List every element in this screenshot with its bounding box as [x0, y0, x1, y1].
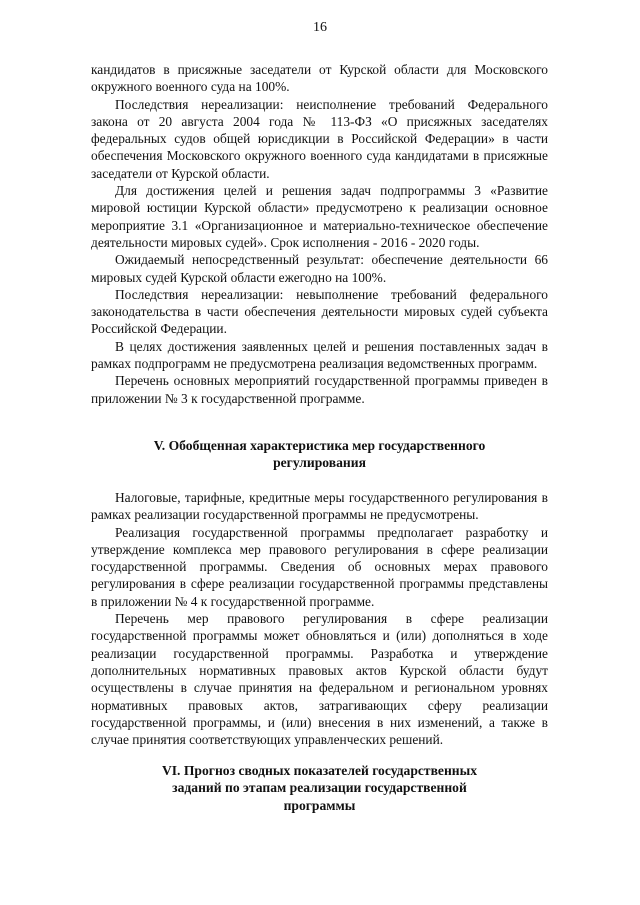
paragraph-legal-regulation: Реализация государственной программы предполагает разработку и утверждение комплекса мер правового регулирования в сфере реализации государственной программы. Сведения об основных мерах правового регулирования в сфере реализации государственной программы представлены в приложении № 4 к государственной программе.: [91, 524, 548, 609]
section-5-heading: [91, 437, 548, 472]
paragraph-departmental-programs: В целях достижения заявленных целей и решения поставленных задач в рамках подпрограмм не предусмотрена реализация ведомственных программ.: [91, 338, 548, 372]
paragraph-main-activities-list: Перечень основных мероприятий государственной программы приведен в приложении № 3 к государственной программе.: [91, 373, 548, 406]
section-6-heading: [91, 762, 548, 814]
paragraph-expected-result: Ожидаемый непосредственный результат: обеспечение деятельности 66 мировых судей Курской области ежегодно на 100%.: [91, 252, 548, 285]
top-text-block: [91, 61, 548, 407]
section-5-text-block: [91, 489, 548, 748]
paragraph-consequences-1: Последствия нереализации: неисполнение требований Федерального закона от 20 августа 2004 года № 113-ФЗ «О присяжных заседателях федеральных судов общей юрисдикции в Российской Федерации» в части обеспечения Московского окружного военного суда кандидатами в присяжные заседатели от Курской области.: [91, 96, 548, 181]
paragraph-subprogram-3: Для достижения целей и решения задач подпрограммы 3 «Развитие мировой юстиции Курской области» предусмотрено к реализации основное мероприятие 3.1 «Организационное и материально-техническое обеспечение деятельности мировых судей». Срок исполнения - 2016 - 2020 годы.: [91, 183, 548, 250]
section-6-title-line-3: программы: [283, 797, 356, 813]
page-number: 16: [313, 20, 327, 35]
paragraph-continuation: кандидатов в присяжные заседатели от Курской области для Московского окружного военного суда на 100%.: [91, 62, 548, 95]
paragraph-tax-measures: Налоговые, тарифные, кредитные меры государственного регулирования в рамках реализации государственной программы не предусмотрены.: [91, 490, 548, 523]
section-5-title-line-2: регулирования: [273, 455, 366, 471]
paragraph-regulation-updates: Перечень мер правового регулирования в сфере реализации государственной программы может обновляться и (или) дополняться в ходе реализации государственной программы. Разработка и утверждение дополнительных нормативных правовых актов Курской области будут осуществлены в случае принятия на федеральном и региональном уровнях нормативных правовых актов, затрагивающих сферу реализации государственной программы, и (или) внесения в них изменений, а также в случае принятия соответствующих управленческих решений.: [91, 611, 548, 748]
section-6-title-line-1: VI. Прогноз сводных показателей государственных: [161, 763, 478, 778]
paragraph-consequences-2: Последствия нереализации: невыполнение требований федерального законодательства в части обеспечения деятельности мировых судей субъекта Российской Федерации.: [91, 286, 548, 337]
section-5-title-line-1: V. Обобщенная характеристика мер государственного: [153, 438, 486, 453]
section-6-title-line-2: заданий по этапам реализации государственной: [172, 780, 467, 796]
